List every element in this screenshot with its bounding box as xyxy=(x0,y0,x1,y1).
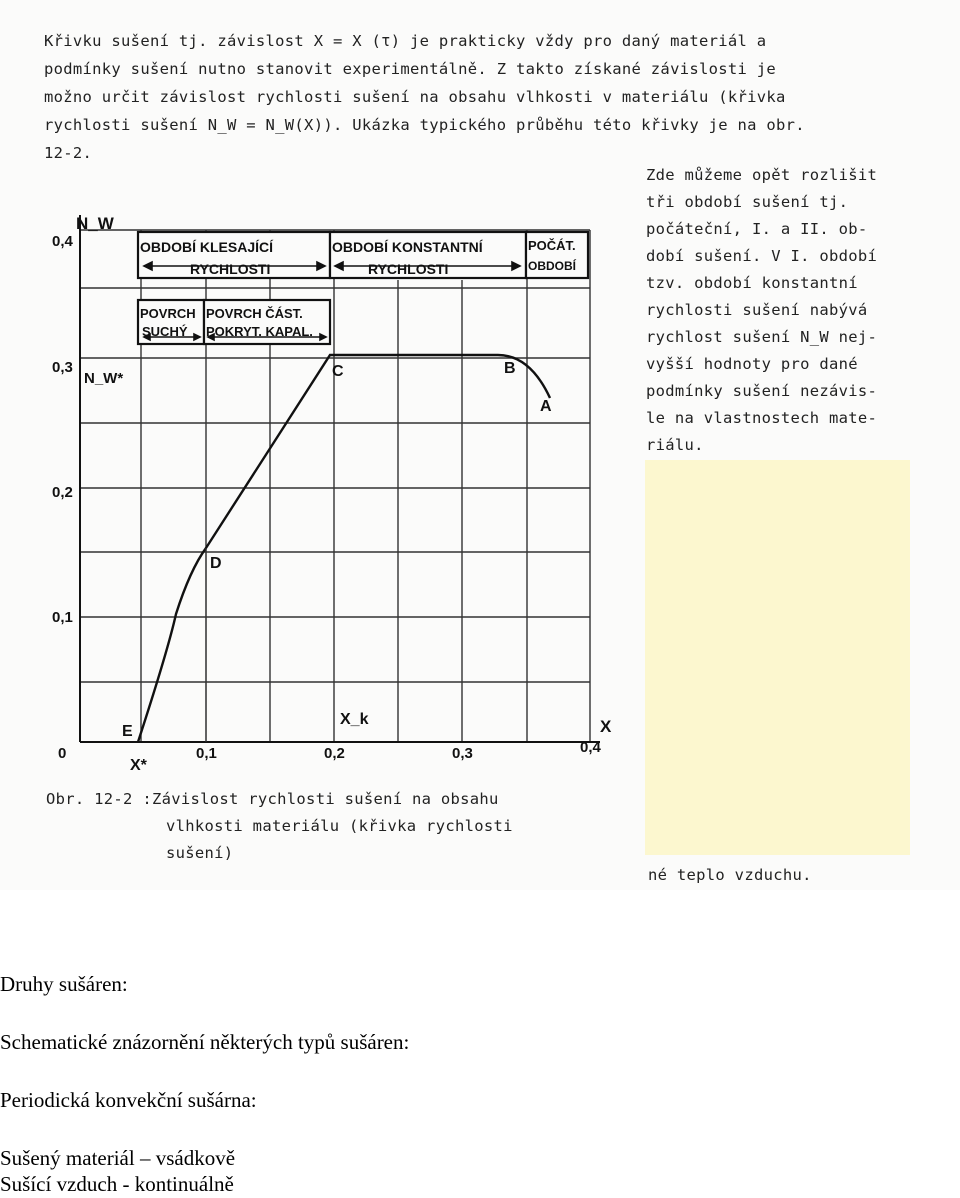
paragraph-line-3: možno určit závislost rychlosti sušení na obsahu vlhkosti v materiálu (křivka xyxy=(44,88,786,106)
side-line-4: dobí sušení. V I. období xyxy=(646,247,878,265)
band-dry-line-2: SUCHÝ xyxy=(142,324,188,339)
heading-schematic: Schematické znázornění některých typů sušáren: xyxy=(0,1030,410,1054)
x-tick-0-2: 0,2 xyxy=(324,745,345,762)
paragraph-line-5: 12-2. xyxy=(44,144,93,162)
y-tick-0: 0 xyxy=(58,745,67,762)
heading-periodic-dryer: Periodická konvekční sušárna: xyxy=(0,1088,257,1112)
side-line-9: podmínky sušení nezávis- xyxy=(646,382,878,400)
point-e-label: E xyxy=(122,723,133,740)
band-partial-line-1: POVRCH ČÁST. xyxy=(206,306,303,321)
point-a-label: A xyxy=(540,398,552,415)
bottom-fragment: né teplo vzduchu. xyxy=(648,866,812,884)
side-line-11: riálu. xyxy=(646,436,704,454)
caption-line-2: vlhkosti materiálu (křivka rychlosti xyxy=(166,817,513,835)
heading-dryer-types: Druhy sušáren: xyxy=(0,972,128,996)
caption-line-3: sušení) xyxy=(166,844,234,862)
x-star-label: X* xyxy=(130,757,147,774)
point-d-label: D xyxy=(210,555,222,572)
paragraph-line-1: Křivku sušení tj. závislost X = X (τ) je prakticky vždy pro daný materiál a xyxy=(44,32,767,50)
line-material-batch: Sušený materiál – vsádkově xyxy=(0,1146,236,1170)
band-constant-line-1: OBDOBÍ KONSTANTNÍ xyxy=(332,239,483,255)
side-line-6: rychlosti sušení nabývá xyxy=(646,301,868,319)
x-axis-label: X xyxy=(600,717,612,736)
y-tick-0-3: 0,3 xyxy=(52,359,73,376)
y-tick-0-1: 0,1 xyxy=(52,609,73,626)
paragraph-line-2: podmínky sušení nutno stanovit experimentálně. Z takto získané závislosti je xyxy=(44,60,777,78)
band-decreasing-line-1: OBDOBÍ KLESAJÍCÍ xyxy=(140,239,274,255)
band-dry-line-1: POVRCH xyxy=(140,306,196,321)
y-tick-0-4: 0,4 xyxy=(52,233,73,250)
n-wk-label: N_W* xyxy=(84,370,124,387)
band-constant-line-2: RYCHLOSTI xyxy=(368,261,449,277)
side-line-10: le na vlastnostech mate- xyxy=(646,409,878,427)
side-line-8: vyšší hodnoty pro dané xyxy=(646,355,858,373)
side-line-5: tzv. období konstantní xyxy=(646,274,858,292)
x-tick-0-4: 0,4 xyxy=(580,739,601,756)
x-tick-0-3: 0,3 xyxy=(452,745,473,762)
y-tick-0-2: 0,2 xyxy=(52,484,73,501)
y-axis-label: N_W xyxy=(76,214,114,233)
side-line-2: tři období sušení tj. xyxy=(646,193,849,211)
side-line-1: Zde můžeme opět rozlišit xyxy=(646,166,878,184)
side-line-7: rychlost sušení N_W nej- xyxy=(646,328,878,346)
point-c-label: C xyxy=(332,363,344,380)
band-partial-line-2: POKRYT. KAPAL. xyxy=(206,324,313,339)
x-k-label: X_k xyxy=(340,711,369,728)
point-b-label: B xyxy=(504,360,516,377)
band-initial-line-2: OBDOBÍ xyxy=(528,259,576,273)
caption-line-1: Obr. 12-2 :Závislost rychlosti sušení na obsahu xyxy=(46,790,499,808)
line-air-continuous: Sušící vzduch - kontinuálně xyxy=(0,1172,234,1196)
band-decreasing-line-2: RYCHLOSTI xyxy=(190,261,271,277)
paragraph-line-4: rychlosti sušení N_W = N_W(X)). Ukázka typického průběhu této křivky je na obr. xyxy=(44,116,805,134)
side-line-3: počáteční, I. a II. ob- xyxy=(646,220,868,238)
drying-rate-curve xyxy=(138,355,550,742)
x-tick-0-1: 0,1 xyxy=(196,745,217,762)
band-initial-line-1: POČÁT. xyxy=(528,238,576,253)
figure-axes xyxy=(80,215,600,742)
